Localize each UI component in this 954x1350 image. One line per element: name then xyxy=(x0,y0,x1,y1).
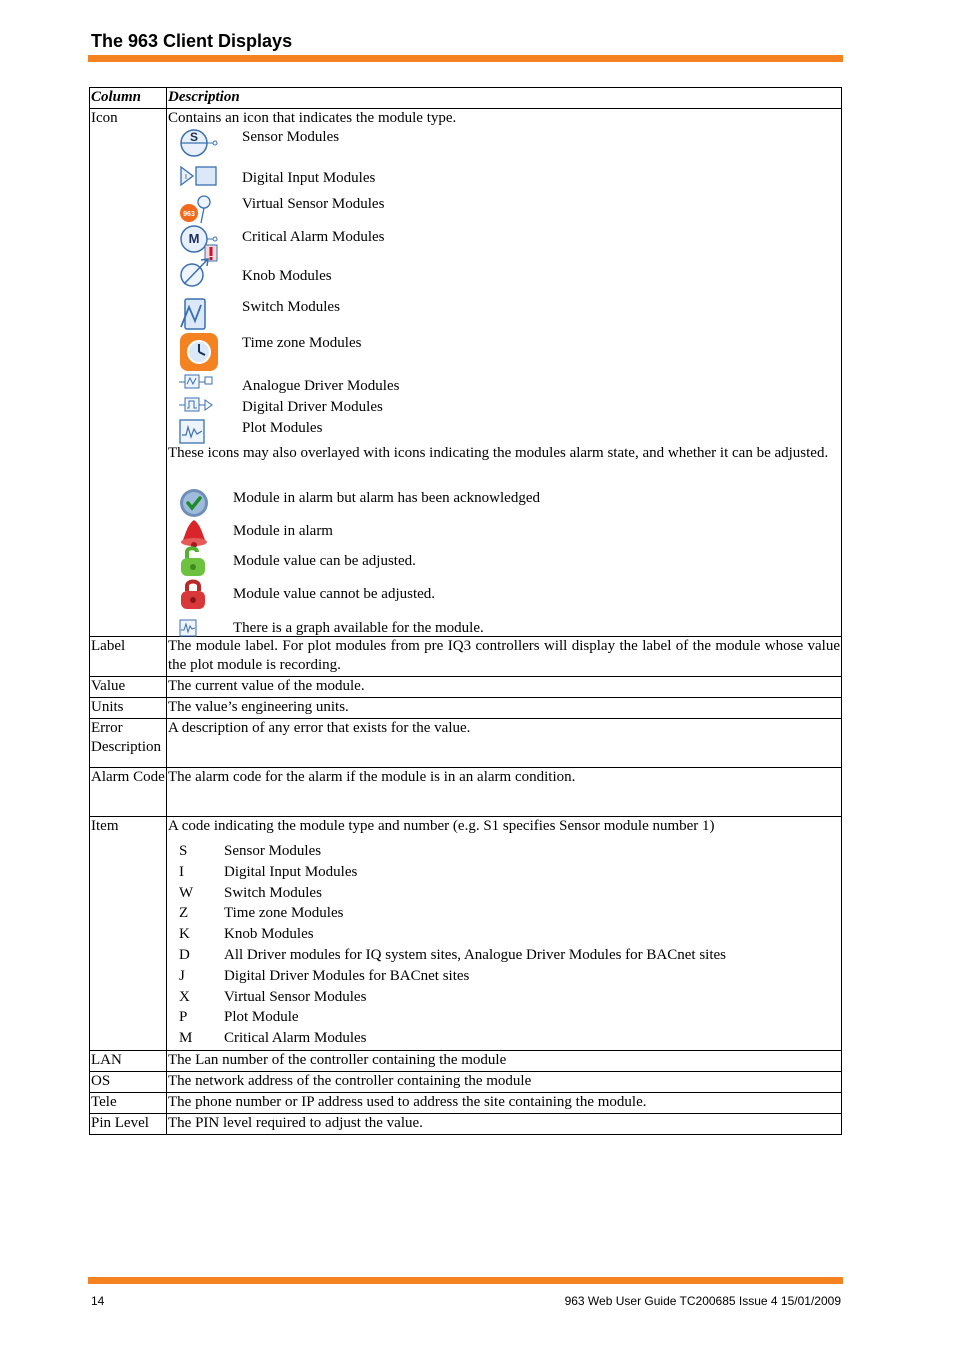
row-name: Error Description xyxy=(90,719,167,768)
list-item: K Knob Modules xyxy=(179,926,314,943)
row-name: Pin Level xyxy=(90,1113,167,1134)
module-type-label: Plot Modules xyxy=(242,420,323,436)
list-item: X Virtual Sensor Modules xyxy=(179,988,367,1005)
list-item: S Sensor Modules xyxy=(179,843,322,859)
row-name: LAN xyxy=(90,1050,167,1071)
list-item: W Switch Modules xyxy=(179,884,322,901)
module-type-label: Analogue Driver Modules xyxy=(242,378,400,394)
row-description: The alarm code for the alarm if the module is in an alarm condition. xyxy=(167,768,842,817)
svg-text:I: I xyxy=(185,174,187,181)
table-row-tele xyxy=(90,1092,842,1113)
document-info: 963 Web User Guide TC200685 Issue 4 15/01/2009 xyxy=(564,1294,841,1308)
column-header: Column xyxy=(90,88,167,109)
row-name: Icon xyxy=(90,109,167,637)
table-row-error xyxy=(90,719,842,768)
module-type-label: Critical Alarm Modules xyxy=(242,229,385,245)
row-description: The network address of the controller containing the module xyxy=(167,1071,842,1092)
item-code-list xyxy=(179,842,840,1050)
table-row-icon xyxy=(90,109,842,637)
overlay-label: Module in alarm but alarm has been acknowledged xyxy=(233,490,540,506)
header-rule xyxy=(88,55,843,62)
list-item: D All Driver modules for IQ system sites, Analogue Driver Modules for BACnet sites xyxy=(179,946,727,963)
page-number: 14 xyxy=(91,1294,105,1308)
row-description: A description of any error that exists for the value. xyxy=(167,719,842,768)
svg-text:M: M xyxy=(188,231,200,246)
table-row-item xyxy=(90,817,842,1051)
overlay-label: Module value cannot be adjusted. xyxy=(233,586,436,602)
row-description: The module label. For plot modules from pre IQ3 controllers will display the label of the module whose value the plot module is recording. xyxy=(167,637,842,677)
svg-text:963: 963 xyxy=(183,211,195,218)
columns-table xyxy=(89,87,842,1135)
module-type-label: Knob Modules xyxy=(242,268,332,284)
table-row-os xyxy=(90,1071,842,1092)
svg-text:S: S xyxy=(189,130,199,144)
list-item: M Critical Alarm Modules xyxy=(179,1030,367,1047)
digital-driver-module-icon xyxy=(179,395,219,421)
sensor-module-icon xyxy=(179,128,219,164)
row-name: OS xyxy=(90,1071,167,1092)
description-header: Description xyxy=(167,88,842,109)
table-row-pin xyxy=(90,1113,842,1134)
table-header-row xyxy=(90,88,842,109)
footer-rule xyxy=(88,1277,843,1284)
locked-padlock-icon xyxy=(179,577,211,617)
list-item: Z Time zone Modules xyxy=(179,905,344,922)
module-type-label: Virtual Sensor Modules xyxy=(242,196,385,212)
module-type-label: Sensor Modules xyxy=(242,129,340,145)
module-type-label: Time zone Modules xyxy=(242,335,362,351)
module-type-label: Switch Modules xyxy=(242,299,340,315)
icon-intro-text: Contains an icon that indicates the module type. xyxy=(168,110,457,126)
overlay-label: Module in alarm xyxy=(233,523,333,539)
table-row-label xyxy=(90,637,842,677)
row-name: Label xyxy=(90,637,167,677)
row-description: The value’s engineering units. xyxy=(167,698,842,719)
row-name: Units xyxy=(90,698,167,719)
row-name: Tele xyxy=(90,1092,167,1113)
digital-input-module-icon xyxy=(179,164,219,194)
page-header-title: The 963 Client Displays xyxy=(91,31,293,51)
row-description: The Lan number of the controller containing the module xyxy=(167,1050,842,1071)
table-row-units xyxy=(90,698,842,719)
knob-module-icon xyxy=(179,257,215,295)
graph-available-icon xyxy=(179,619,197,643)
overlay-label: Module value can be adjusted. xyxy=(233,553,416,569)
row-description xyxy=(167,109,842,637)
row-name: Value xyxy=(90,677,167,698)
row-description xyxy=(167,817,842,1051)
module-type-label: Digital Driver Modules xyxy=(242,399,383,415)
row-name: Alarm Code xyxy=(90,768,167,817)
overlay-label: There is a graph available for the module. xyxy=(233,620,484,636)
module-type-label: Digital Input Modules xyxy=(242,170,376,186)
table-row-alarm xyxy=(90,768,842,817)
list-item: P Plot Module xyxy=(179,1009,299,1026)
item-description: A code indicating the module type and number (e.g. S1 specifies Sensor module number 1) xyxy=(168,818,715,834)
overlay-description: These icons may also overlayed with icons indicating the modules alarm state, and whether it can be adjusted. xyxy=(168,445,829,461)
row-description: The phone number or IP address used to address the site containing the module. xyxy=(167,1092,842,1113)
list-item: I Digital Input Modules xyxy=(179,863,358,880)
table-row-value xyxy=(90,677,842,698)
list-item: J Digital Driver Modules for BACnet sites xyxy=(179,967,470,984)
row-description: The current value of the module. xyxy=(167,677,842,698)
row-description: The PIN level required to adjust the value. xyxy=(167,1113,842,1134)
table-row-lan xyxy=(90,1050,842,1071)
row-name: Item xyxy=(90,817,167,1051)
switch-module-icon xyxy=(179,297,209,337)
